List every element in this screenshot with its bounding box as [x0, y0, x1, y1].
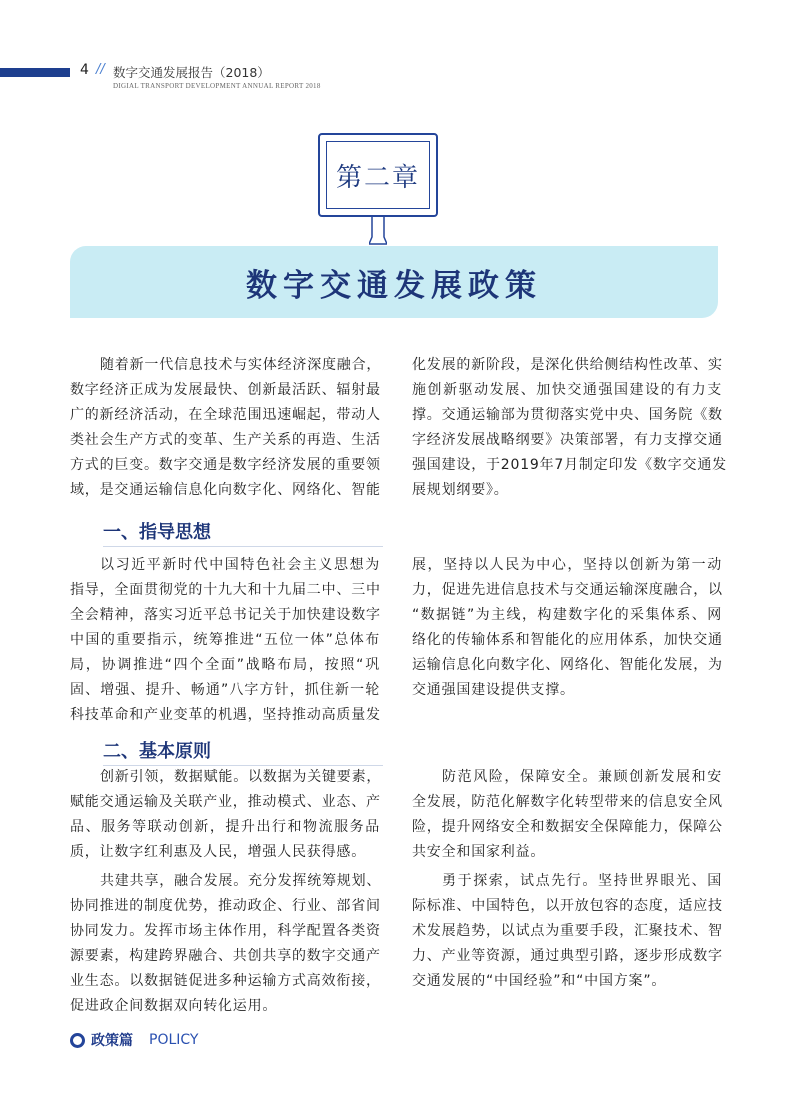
text-line: 施创新驱动发展、加快交通强国建设的有力支	[412, 382, 722, 398]
paragraph	[412, 353, 727, 503]
text-line: 指导，全面贯彻党的十九大和十九届二中、三中	[70, 582, 381, 598]
text-line: 品、服务等联动创新，提升出行和物流服务品	[70, 819, 380, 835]
paragraph	[70, 553, 380, 728]
text-line: 业生态。以数据链促进多种运输方式高效衔接，	[70, 973, 381, 989]
page-number: 4	[80, 62, 89, 78]
paragraph	[70, 765, 380, 865]
text-line: 类社会生产方式的变革、生产关系的再造、生活	[70, 432, 381, 448]
running-title-en: DIGIAL TRANSPORT DEVELOPMENT ANNUAL REPORT 2018	[113, 82, 321, 90]
intro-right-column	[412, 353, 727, 503]
text-line: “数据链”为主线，构建数字化的采集体系、网	[412, 607, 722, 623]
text-line: 撑。交通运输部为贯彻落实党中央、国务院《数	[412, 407, 723, 423]
text-line: 固、增强、提升、畅通”八字方针，抓住新一轮	[70, 682, 380, 698]
text-line: 域，是交通运输信息化向数字化、网络化、智能	[70, 482, 381, 498]
section-heading-principles: 二、基本原则	[103, 741, 211, 762]
paragraph	[412, 765, 722, 865]
text-line: 局，协调推进“四个全面”战略布局，按照“巩	[70, 657, 380, 673]
footer-section-en: POLICY	[149, 1032, 199, 1048]
text-line: 随着新一代信息技术与实体经济深度融合，	[100, 357, 382, 373]
text-line: 数字经济正成为发展最快、创新最活跃、辐射最	[70, 382, 381, 398]
header-bar	[0, 68, 70, 77]
text-line: 质，让数字红利惠及人民，增强人民获得感。	[70, 844, 366, 860]
header-separator: //	[96, 62, 105, 77]
text-line: 方式的巨变。数字交通是数字经济发展的重要领	[70, 457, 381, 473]
divider	[103, 546, 383, 547]
section-heading-guiding: 一、指导思想	[103, 522, 211, 543]
ring-icon	[70, 1033, 85, 1048]
text-line: 创新引领，数据赋能。以数据为关键要素，	[100, 769, 382, 785]
text-line: 广的新经济活动，在全球范围迅速崛起，带动人	[70, 407, 381, 423]
text-line: 中国的重要指示，统筹推进“五位一体”总体布	[70, 632, 380, 648]
paragraph	[70, 869, 380, 1019]
chapter-label: 第二章	[335, 162, 420, 193]
text-line: 科技革命和产业变革的机遇，坚持推动高质量发	[70, 707, 381, 723]
monitor-stand-icon	[369, 217, 387, 245]
chapter-title: 数字交通发展政策	[246, 267, 542, 304]
text-line: 全发展，防范化解数字化转型带来的信息安全风	[412, 794, 723, 810]
text-line: 展，坚持以人民为中心，坚持以创新为第一动	[412, 557, 722, 573]
text-line: 交通强国建设提供支撑。	[412, 682, 575, 698]
text-line: 共安全和国家利益。	[412, 844, 546, 860]
text-line: 力，促进先进信息技术与交通运输深度融合，以	[412, 582, 723, 598]
text-line: 化发展的新阶段，是深化供给侧结构性改革、实	[412, 357, 723, 373]
text-line: 险，提升网络安全和数据安全保障能力，保障公	[412, 819, 723, 835]
section2-right-column	[412, 765, 722, 994]
text-line: 勇于探索，试点先行。坚持世界眼光、国	[442, 873, 722, 889]
footer-section: 政策篇	[91, 1033, 133, 1049]
paragraph	[412, 869, 722, 994]
text-line: 防范风险，保障安全。兼顾创新发展和安	[442, 769, 722, 785]
running-title: 数字交通发展报告（2018）	[113, 65, 270, 80]
text-line: 源要素，构建跨界融合、共创共享的数字交通产	[70, 948, 381, 964]
paragraph	[70, 353, 380, 503]
text-line: 展规划纲要》。	[412, 482, 509, 498]
section2-left-column	[70, 765, 380, 1019]
text-line: 全会精神，落实习近平总书记关于加快建设数字	[70, 607, 381, 623]
text-line: 力、产业等资源，通过典型引路，逐步形成数字	[412, 948, 723, 964]
footer	[70, 1030, 198, 1050]
section1-left-column	[70, 553, 380, 728]
text-line: 络化的传输体系和智能化的应用体系，加快交通	[412, 632, 723, 648]
text-line: 共建共享，融合发展。充分发挥统筹规划、	[100, 873, 382, 889]
text-line: 协同推进的制度优势，推动政企、行业、部省间	[70, 898, 381, 914]
text-line: 促进政企间数据双向转化运用。	[70, 998, 278, 1014]
intro-left-column	[70, 353, 380, 503]
text-line: 以习近平新时代中国特色社会主义思想为	[100, 557, 380, 573]
text-line: 强国建设，于2019年7月制定印发《数字交通发	[412, 457, 727, 473]
text-line: 运输信息化向数字化、网络化、智能化发展，为	[412, 657, 723, 673]
text-line: 字经济发展战略纲要》决策部署，有力支撑交通	[412, 432, 723, 448]
text-line: 协同发力。发挥市场主体作用，科学配置各类资	[70, 923, 381, 939]
monitor-icon	[318, 133, 438, 217]
section1-right-column	[412, 553, 722, 703]
paragraph	[412, 553, 722, 703]
text-line: 赋能交通运输及关联产业，推动模式、业态、产	[70, 794, 381, 810]
text-line: 交通发展的“中国经验”和“中国方案”。	[412, 973, 667, 989]
chapter-banner	[70, 246, 718, 318]
text-line: 际标准、中国特色，以开放包容的态度，适应技	[412, 898, 723, 914]
text-line: 术发展趋势，以试点为重要手段，汇聚技术、智	[412, 923, 723, 939]
